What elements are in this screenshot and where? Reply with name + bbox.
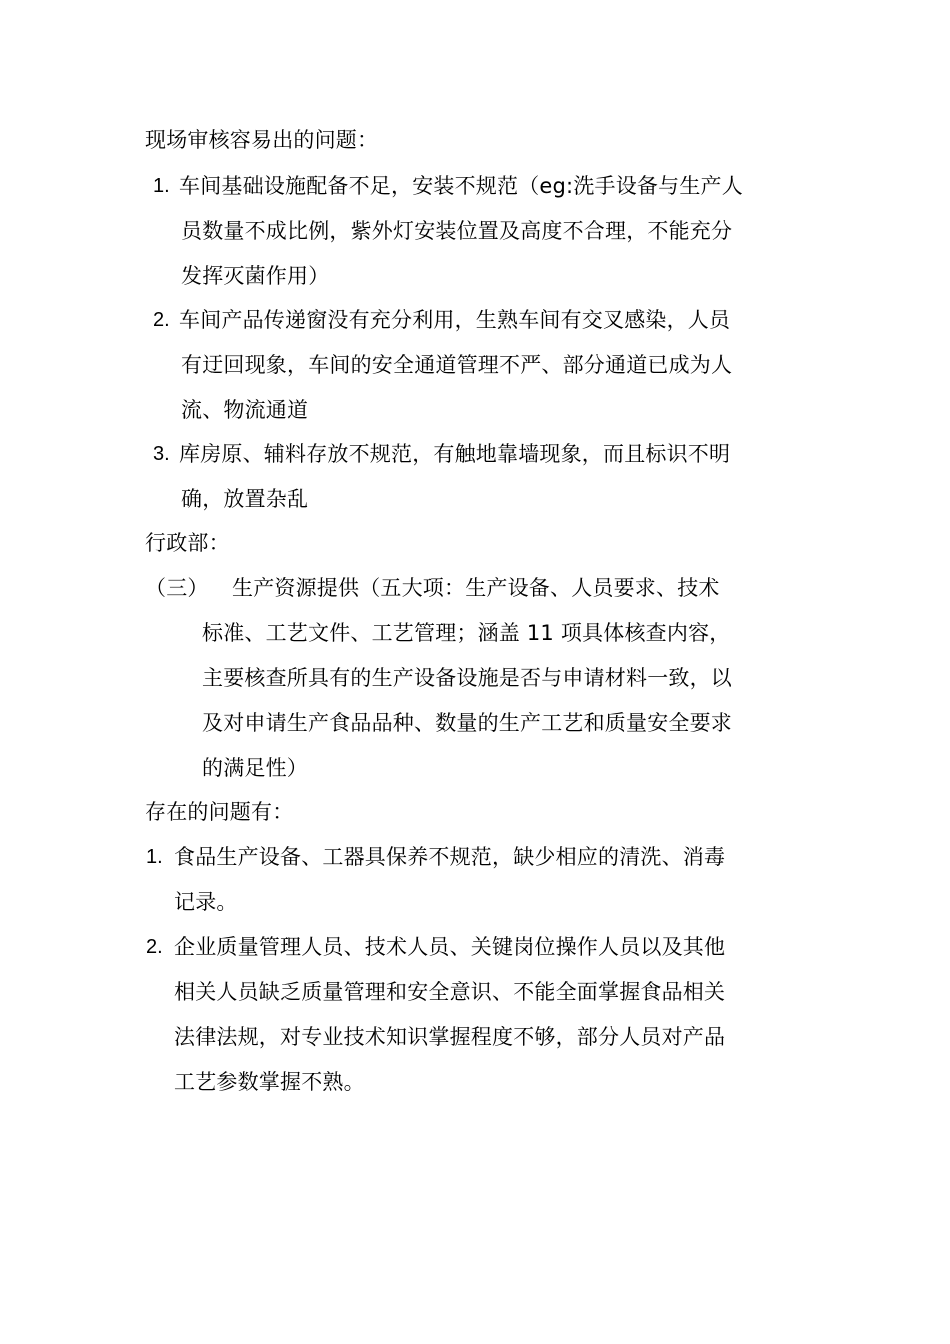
subsection-line: 及对申请生产食品品种、数量的生产工艺和质量安全要求 <box>202 711 732 735</box>
list-item-line: 流、物流通道 <box>181 398 309 422</box>
list-item-line: 员数量不成比例，紫外灯安装位置及高度不合理，不能充分 <box>181 219 733 243</box>
list-item-line: 库房原、辅料存放不规范，有触地靠墙现象，而且标识不明 <box>179 442 731 466</box>
list-item-line: 车间产品传递窗没有充分利用，生熟车间有交叉感染，人员 <box>179 308 731 332</box>
section-heading-onsite-audit: 现场审核容易出的问题： <box>145 128 379 152</box>
subsection-line: 标准、工艺文件、工艺管理；涵盖 11 项具体核查内容， <box>202 621 731 645</box>
problems-heading: 存在的问题有： <box>145 800 294 824</box>
list-item-line: 有迂回现象，车间的安全通道管理不严、部分通道已成为人 <box>181 353 733 377</box>
list-item-line: 车间基础设施配备不足，安装不规范（eg:洗手设备与生产人 <box>179 174 743 198</box>
list-number: 2. <box>153 309 170 331</box>
list-item-line: 法律法规，对专业技术知识掌握程度不够，部分人员对产品 <box>174 1025 726 1049</box>
list-number: 1. <box>153 175 170 197</box>
list-item-line: 企业质量管理人员、技术人员、关键岗位操作人员以及其他 <box>174 935 726 959</box>
subsection-line: 主要核查所具有的生产设备设施是否与申请材料一致，以 <box>202 666 732 690</box>
list-item-line: 确，放置杂乱 <box>181 487 309 511</box>
list-number: 3. <box>153 443 170 465</box>
list-item-line: 记录。 <box>174 890 238 914</box>
list-item-line: 相关人员缺乏质量管理和安全意识、不能全面掌握食品相关 <box>174 980 726 1004</box>
list-item-line: 食品生产设备、工器具保养不规范，缺少相应的清洗、消毒 <box>174 845 726 869</box>
subsection-line: 生产资源提供（五大项：生产设备、人员要求、技术 <box>232 576 720 600</box>
list-number: 1. <box>146 846 163 868</box>
section-heading-admin: 行政部： <box>145 531 230 555</box>
subsection-marker: （三） <box>145 576 209 600</box>
subsection-line: 的满足性） <box>202 756 308 780</box>
list-number: 2. <box>146 936 163 958</box>
list-item-line: 发挥灭菌作用） <box>181 264 330 288</box>
list-item-line: 工艺参数掌握不熟。 <box>174 1070 365 1094</box>
